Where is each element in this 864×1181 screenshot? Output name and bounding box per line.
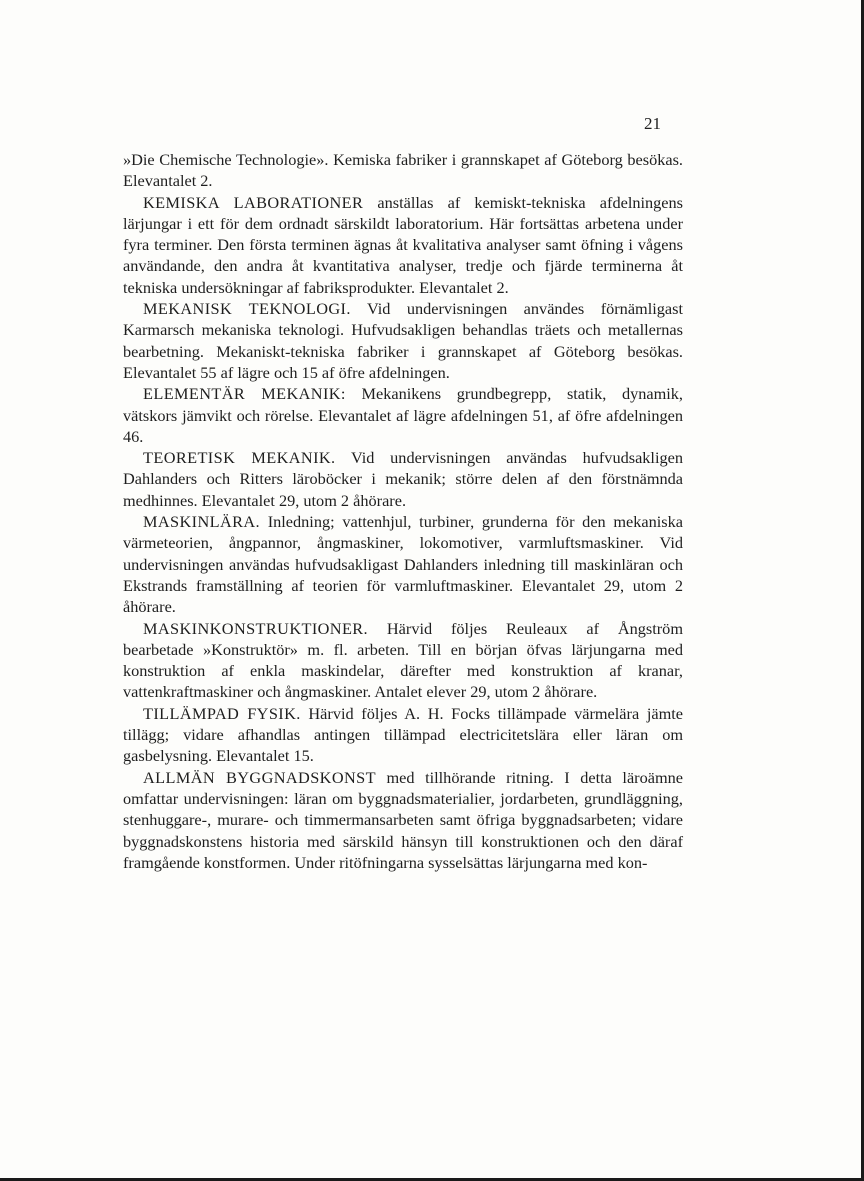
paragraph-teoretisk-mekanik — [123, 447, 683, 511]
paragraph-text: Vid undervisningen användes förnämligast Karmarsch mekaniska teknologi. Hufvudsakligen behandlas träets och metallernas bearbetning. Mekaniskt-tekniska fabriker i grannskapet af Göteborg besökas. Elevantalet 55 af lägre och 15 af öfre afdelningen. — [123, 299, 683, 382]
paragraph-tillampad-fysik — [123, 703, 683, 767]
section-heading: MEKANISK TEKNOLOGI. — [143, 299, 351, 319]
paragraph-text: »Die Chemische Technologie». Kemiska fabriker i grannskapet af Göteborg besökas. Elevantalet 2. — [123, 150, 683, 191]
page-number: 21 — [644, 114, 661, 133]
section-heading: TEORETISK MEKANIK. — [143, 448, 336, 468]
paragraph-mekanisk-teknologi — [123, 298, 683, 383]
paragraph-text: Härvid följes Reuleaux af Ångström bearbetade »Konstruktör» m. fl. arbeten. Till en början öfvas lärjungarna med konstruktion af enkla maskindelar, därefter med konstruktion af kranar, vattenkraftmaskiner och ångmaskiner. Antalet elever 29, utom 2 åhörare. — [123, 618, 683, 702]
body-text — [123, 149, 683, 873]
paragraph-text: anställas af kemiskt-tekniska afdelningens lärjungar i ett för dem ordnadt särskildt laboratorium. Här fortsättas arbetena under fyra terminer. Den första terminen ägnas åt kvalitativa analyser samt öfning i vågens användande, den andra åt kvantitativa analyser, tredje och fjärde terminerna åt tekniska undersökningar af fabriksprodukter. Elevantalet 2. — [123, 192, 683, 297]
paragraph-allman-byggnadskonst — [123, 767, 683, 873]
paragraph-maskinkonstruktioner — [123, 618, 683, 703]
paragraph-text: Härvid följes A. H. Focks tillämpade värmelära jämte tillägg; vidare afhandlas antingen tillämpad electricitetslära eller läran om gasbelysning. Elevantalet 15. — [123, 703, 684, 766]
paragraph-elementar-mekanik — [123, 383, 683, 447]
section-heading: ELEMENTÄR MEKANIK: — [143, 384, 346, 404]
section-heading: KEMISKA LABORATIONER — [143, 192, 364, 212]
section-heading: TILLÄMPAD FYSIK. — [143, 703, 301, 723]
paragraph-kemiska-laborationer — [123, 192, 683, 298]
paragraph-maskinlara — [123, 511, 683, 617]
section-heading: MASKINKONSTRUKTIONER. — [143, 618, 369, 638]
paragraph-chemische-technologie — [123, 149, 683, 192]
paragraph-text: Inledning; vattenhjul, turbiner, grunderna för den mekaniska värmeteorien, ångpannor, ångmaskiner, lokomotiver, varmluftsmaskiner. Vid undervisningen användas hufvudsakligast Dahlanders inledning till maskinläran och Ekstrands framställning af teorien för varmluftmaskiner. Elevantalet 29, utom 2 åhörare. — [123, 512, 683, 617]
paragraph-text: Mekanikens grundbegrepp, statik, dynamik, vätskors jämvikt och rörelse. Elevantalet af lägre afdelningen 51, af öfre afdelningen 46. — [123, 384, 684, 446]
paragraph-text: Vid undervisningen användas hufvudsakligen Dahlanders och Ritters läroböcker i mekanik; större delen af den förstnämnda medhinnes. Elevantalet 29, utom 2 åhörare. — [123, 448, 683, 510]
section-heading: ALLMÄN BYGGNADSKONST — [143, 767, 376, 787]
section-heading: MASKINLÄRA. — [143, 512, 261, 532]
paragraph-text: med tillhörande ritning. I detta läroämne omfattar undervisningen: läran om byggnadsmaterialier, jordarbeten, grundläggning, stenhuggare-, murare- och timmermansarbeten samt öfriga byggnadsarbeten; vidare byggnadskonstens historia med särskild hänsyn till konstruktionen och den däraf framgående konstformen. Under ritöfningarna sysselsättas lärjungarna med kon- — [123, 767, 683, 872]
